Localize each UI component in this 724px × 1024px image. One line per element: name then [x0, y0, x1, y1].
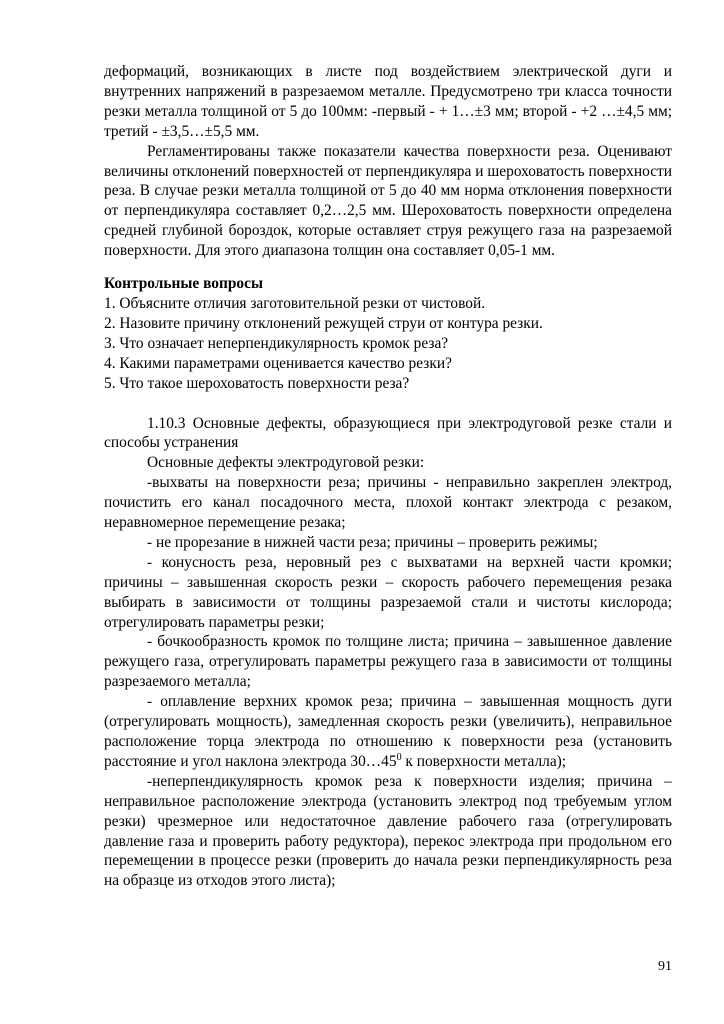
question-item: 3. Что означает неперпендикулярность кромок реза? — [104, 334, 449, 352]
defect-item: -выхваты на поверхности реза; причины - неправильно закреплен электрод, почистить его канал посадочного места, плохой контакт электрода с резаком, неравномерное перемещение резака; — [104, 474, 672, 532]
page-content — [104, 62, 672, 891]
page-number: 91 — [658, 959, 672, 974]
defect-item: - не прорезание в нижней части реза; причины – проверить режимы; — [147, 533, 598, 551]
question-item: 1. Объясните отличия заготовительной резки от чистовой. — [104, 294, 486, 312]
melting-text-end: к поверхности металла); — [401, 752, 567, 770]
section-title: 1.10.3 Основные дефекты, образующиеся при электродуговой резке стали и способы устранения — [104, 414, 672, 452]
defect-item: - конусность реза, неровный рез с выхватами на верхней части кромки; причины – завышенная скорость резки – скорость рабочего перемещения резака выбирать в зависимости от толщины разрезаемой стали и чистоты кислорода; отрегулировать параметры резки; — [104, 553, 672, 631]
melting-text: - оплавление верхних кромок реза; причина – завышенная мощность дуги (отрегулировать мощность), замедленная скорость резки (увеличить), неправильное расположение торца электрода по отношению к поверхности реза (установить расстояние и угол наклона электрода 30…45 — [104, 693, 672, 770]
paragraph-surface-quality: Регламентированы также показатели качества поверхности реза. Оценивают величины отклонений поверхностей от перпендикуляра и шероховатость поверхности реза. В случае резки металла толщиной от 5 до 40 мм норма отклонения поверхности от перпендикуляра составляет 0,2…2,5 мм. Шероховатость поверхности определена средней глубиной бороздок, которые оставляет струя режущего газа на разрезаемой поверхности. Для этого диапазона толщин она составляет 0,05-1 мм. — [104, 142, 672, 260]
degree-superscript: 0 — [396, 751, 402, 763]
defect-item-melting — [104, 692, 672, 772]
defect-item: - бочкообразность кромок по толщине листа; причина – завышенное давление режущего газа, отрегулировать параметры режущего газа в зависимости от толщины разрезаемого металла; — [104, 633, 672, 691]
question-item: 4. Какими параметрами оценивается качество резки? — [104, 354, 452, 372]
section-intro: Основные дефекты электродуговой резки: — [147, 454, 425, 472]
defect-item-perpendicularity: -неперпендикулярность кромок реза к поверхности изделия; причина – неправильное расположение электрода (установить электрод под требуемым углом резки) чрезмерное или недостаточное давление рабочего газа (отрегулировать давление газа и проверить работу редуктора), перекос электрода при продольном его перемещении в процессе резки (проверить до начала резки перпендикулярность реза на образце из отходов этого листа); — [104, 772, 672, 890]
paragraph-deformations: деформаций, возникающих в листе под воздействием электрической дуги и внутренних напряжений в разрезаемом металле. Предусмотрено три класса точности резки металла толщиной от 5 до 100мм: -первый - + 1…±3 мм; второй - +2 …±4,5 мм; третий - ±3,5…±5,5 мм. — [104, 63, 672, 140]
control-questions-title: Контрольные вопросы — [104, 275, 263, 293]
question-item: 2. Назовите причину отклонений режущей струи от контура резки. — [104, 314, 543, 332]
question-item: 5. Что такое шероховатость поверхности реза? — [104, 374, 410, 392]
